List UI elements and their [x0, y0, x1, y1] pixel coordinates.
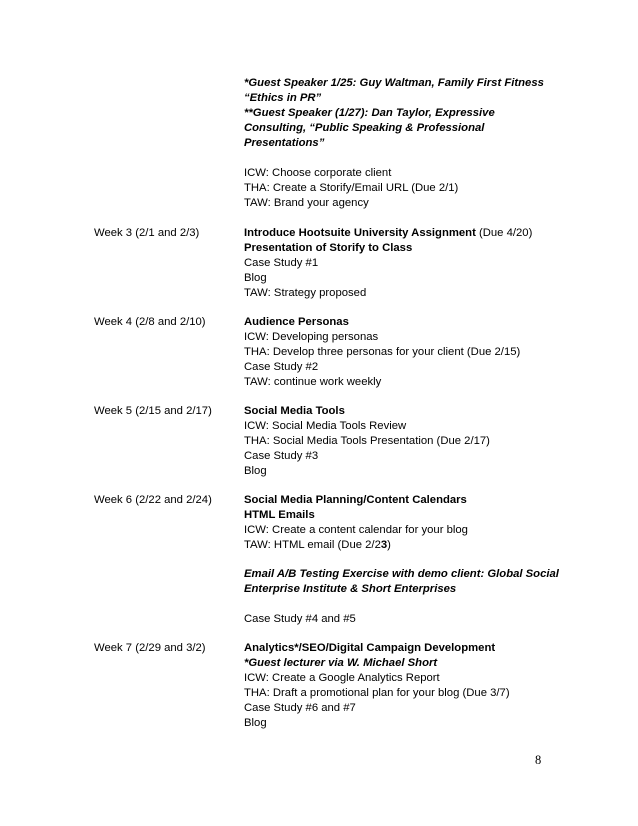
- week-title: [244, 226, 532, 241]
- week-line: Case Study #1: [244, 257, 319, 269]
- week-line: ICW: Create a content calendar for your blog: [244, 524, 468, 536]
- week-line: ICW: Social Media Tools Review: [244, 420, 407, 432]
- week-line: ICW: Create a Google Analytics Report: [244, 672, 440, 684]
- email-exercise-cont: Enterprise Institute & Short Enterprises: [244, 583, 457, 595]
- week-line: Blog: [244, 717, 267, 729]
- guest-speaker-1-topic: “Ethics in PR”: [244, 92, 322, 104]
- taw-bold-digit: 3: [380, 539, 388, 551]
- guest-speaker-2-cont: Consulting, “Public Speaking & Professional: [244, 122, 485, 134]
- guest-speaker-2-topic: Presentations”: [244, 137, 325, 149]
- email-exercise: Email A/B Testing Exercise with demo client: Global Social: [244, 568, 559, 580]
- top-line: TAW: Brand your agency: [244, 197, 369, 209]
- taw-suffix: ): [387, 539, 391, 551]
- guest-lecturer: *Guest lecturer via W. Michael Short: [244, 657, 438, 669]
- week-title-bold: Introduce Hootsuite University Assignment: [244, 227, 476, 239]
- week-line: ICW: Developing personas: [244, 331, 379, 343]
- top-line: ICW: Choose corporate client: [244, 167, 392, 179]
- week-title: Social Media Planning/Content Calendars: [244, 494, 467, 506]
- week-label: Week 3 (2/1 and 2/3): [94, 227, 200, 239]
- week-line: Case Study #6 and #7: [244, 702, 356, 714]
- week-line: Case Study #2: [244, 361, 319, 373]
- week-line: [244, 538, 391, 553]
- week-line: Case Study #3: [244, 450, 319, 462]
- page-number: 8: [535, 753, 542, 767]
- guest-speaker-1: *Guest Speaker 1/25: Guy Waltman, Family First Fitness: [244, 77, 544, 89]
- week-title-2: HTML Emails: [244, 509, 315, 521]
- week-label: Week 5 (2/15 and 2/17): [94, 405, 212, 417]
- week-line: THA: Develop three personas for your client (Due 2/15): [244, 346, 521, 358]
- week-title: Social Media Tools: [244, 405, 345, 417]
- week-line: TAW: continue work weekly: [244, 376, 382, 388]
- top-line: THA: Create a Storify/Email URL (Due 2/1): [244, 182, 459, 194]
- week-line: TAW: Strategy proposed: [244, 287, 367, 299]
- week-title-2: Presentation of Storify to Class: [244, 242, 413, 254]
- week-title: Analytics*/SEO/Digital Campaign Development: [244, 642, 496, 654]
- week-line: THA: Draft a promotional plan for your blog (Due 3/7): [244, 687, 510, 699]
- taw-prefix: TAW: HTML email (Due 2/2: [244, 539, 381, 551]
- week-label: Week 6 (2/22 and 2/24): [94, 494, 212, 506]
- week-label: Week 4 (2/8 and 2/10): [94, 316, 206, 328]
- week-line: Blog: [244, 465, 267, 477]
- week-line: Blog: [244, 272, 267, 284]
- week-line: THA: Social Media Tools Presentation (Due 2/17): [244, 435, 490, 447]
- guest-speaker-2: **Guest Speaker (1/27): Dan Taylor, Expressive: [244, 107, 495, 119]
- week-title: Audience Personas: [244, 316, 349, 328]
- week-title-due: (Due 4/20): [475, 227, 533, 239]
- week-label: Week 7 (2/29 and 3/2): [94, 642, 206, 654]
- week-line: Case Study #4 and #5: [244, 613, 356, 625]
